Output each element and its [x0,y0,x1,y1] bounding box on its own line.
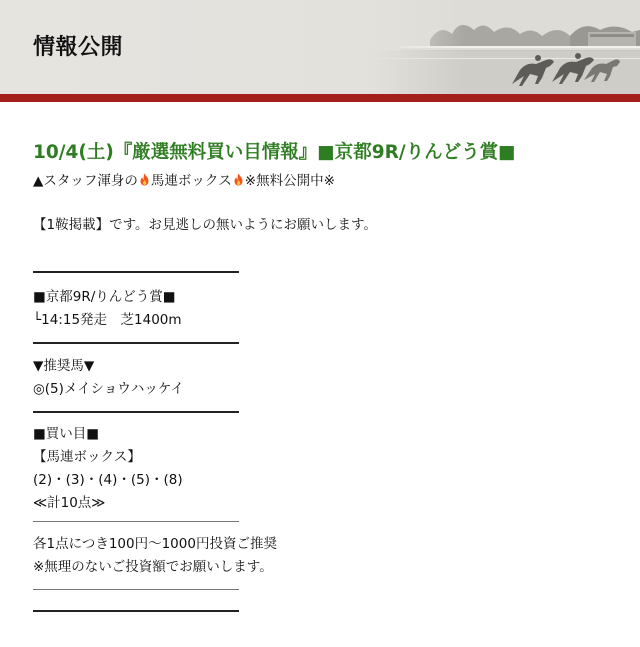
recommend-heading: ▼推奨馬▼ [33,358,95,374]
race-name: ■京都9R/りんどう賞■ [33,289,176,305]
post-notice: 【1鞍掲載】です。お見逃しの無いようにお願いします。 [33,217,377,233]
post-body [33,140,623,612]
race-info: └14:15発走 芝1400m [33,312,182,328]
bet-heading: ■買い目■ [33,426,100,442]
subtitle-text-mid: 馬連ボックス [150,173,232,189]
page-header [0,0,640,94]
subtitle-text-after: ※無料公開中※ [244,173,335,189]
subtitle-text-before: ▲スタッフ渾身の [33,173,138,189]
stake-note: ※無理のないご投資額でお願いします。 [33,559,273,575]
post-headline: 10/4(土)『厳選無料買い目情報』■京都9R/りんどう賞■ [33,142,516,163]
post-subtitle [33,170,623,193]
bet-type: 【馬連ボックス】 [33,449,141,465]
stake-text: 各1点につき100円〜1000円投資ご推奨 [33,536,277,552]
bet-total: ≪計10点≫ [33,495,106,511]
racecourse-photo [370,0,640,94]
divider [33,271,239,273]
recommend-horse: ◎(5)メイショウハッケイ [33,381,184,397]
divider [33,521,239,522]
bet-numbers: (2)・(3)・(4)・(5)・(8) [33,472,183,488]
header-red-band [0,94,640,102]
fire-icon [233,173,244,186]
page-title: 情報公開 [33,35,124,60]
divider [33,610,239,612]
fire-icon [139,173,150,186]
divider [33,411,239,413]
divider [33,342,239,344]
divider [33,589,239,590]
